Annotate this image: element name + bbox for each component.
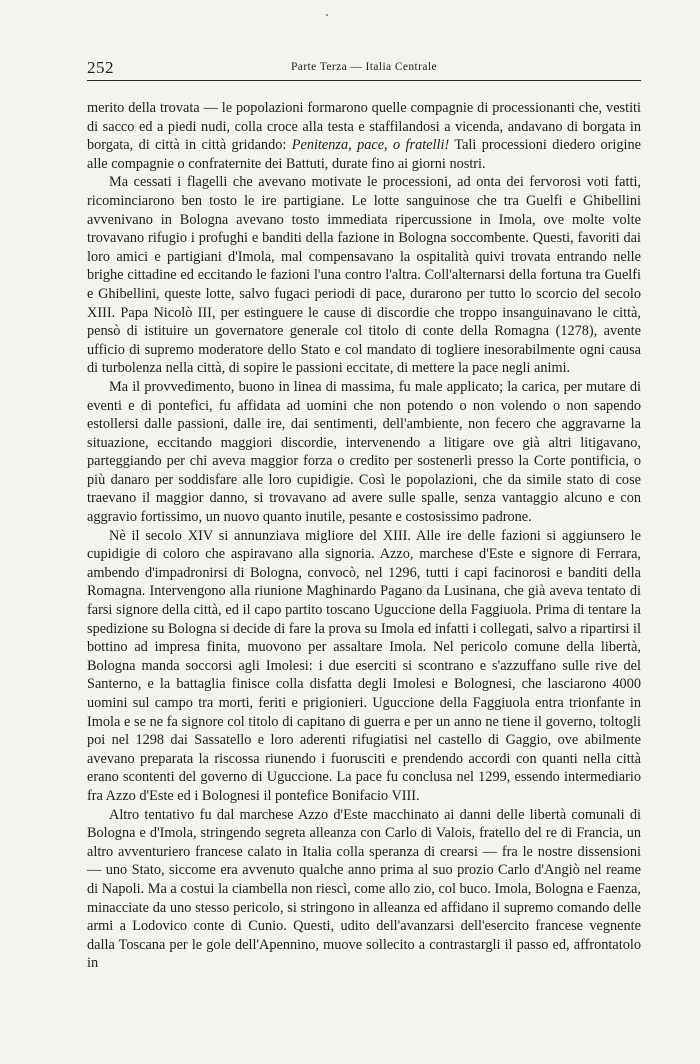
page-speck <box>326 14 328 16</box>
paragraph-1-text-start: merito della trovata — le popolazioni formarono quelle compagnie di processionanti che, vestiti di sacco ed a piedi nudi, colla croce alla testa e staffilandosi a vicenda, andavano di borgata in borgata, di città in città gridando: <box>87 100 641 154</box>
page-number: 252 <box>87 58 114 77</box>
book-page <box>87 56 641 973</box>
paragraph-1 <box>87 99 641 173</box>
page-header <box>87 56 641 81</box>
page-body <box>87 99 641 973</box>
paragraph-5: Altro tentativo fu dal marchese Azzo d'Este macchinato ai danni delle libertà comunali di Bologna e d'Imola, stringendo segreta alleanza con Carlo di Valois, fratello del re di Francia, un altro avventuriero francese calato in Italia colla speranza di crearsi — fra le nostre dissensioni — uno Stato, siccome era avvenuto qualche anno prima al suo prozio Carlo d'Angiò nel reame di Napoli. Ma a costui la ciambella non riescì, come allo zio, col buco. Imola, Bologna e Faenza, minacciate da uno stesso pericolo, si stringono in alleanza ed affidano il supremo comando delle armi a Lodovico conte di Cunio. Questi, udito dell'avanzarsi dell'esercito francese vegnente dalla Toscana per le gole dell'Apennino, muove sollecito a contrastargli il passo ed, affrontatolo in <box>87 806 641 972</box>
paragraph-4: Nè il secolo XIV si annunziava migliore del XIII. Alle ire delle fazioni si aggiunsero le cupidigie di coloro che aspiravano alla signoria. Azzo, marchese d'Este e signore di Ferrara, ambendo d'impadronirsi di Bologna, convocò, nel 1296, tutti i capi facinorosi e banditi della Romagna. Intervengono alla riunione Maghinardo Pagano da Lusinana, che già aveva tentato di farsi signore della città, ed il capo partito toscano Uguccione della Faggiuola. Prima di tentare la spedizione su Bologna si decide di fare la prova su Imola ed infatti i collegati, salvo a ripartirsi il bottino ad impresa finita, muovono per assaltare Imola. Nel pericolo comune della libertà, Bologna manda soccorsi agli Imolesi: i due eserciti si scontrano e s'azzuffano sulle rive del Santerno, e la battaglia finisce colla disfatta degli Imolesi e Bolognesi, che lasciarono 4000 uomini sul campo tra morti, feriti e prigionieri. Uguccione della Faggiuola entra trionfante in Imola e se ne fa signore col titolo di capitano di guerra e per un anno ne tiene il governo, toltogli poi nel 1298 dai Sassatello e loro aderenti rifugiatisi nel castello di Gaggio, ove abilmente avevano preparata la riscossa riunendo i fuorusciti e prendendo accordi con quanti nella città erano scontenti del governo di Uguccione. La pace fu conclusa nel 1299, essendo intermediario fra Azzo d'Este ed i Bolognesi il pontefice Bonifacio VIII. <box>87 527 641 804</box>
paragraph-1-italic-quote: Penitenza, pace, o fratelli! <box>291 137 450 154</box>
paragraph-1-text-end: Tali processioni diedero origine alle compagnie o confraternite dei Battuti, durate fino ai giorni nostri. <box>87 137 642 172</box>
paragraph-2: Ma cessati i flagelli che avevano motivate le processioni, ad onta dei fervorosi voti fatti, ricominciarono ben tosto le ire partigiane. Le lotte sanguinose che tra Guelfi e Ghibellini avvenivano in Bologna avevano tosto immediata ripercussione in Imola, ove molte volte trovavano rifugio i profughi e banditi della fazione in Bologna soccombente. Questi, favoriti dai loro amici e partigiani d'Imola, mal compensavano la ospitalità quivi trovata entrando nelle brighe cittadine ed eccitando le fazioni l'una contro l'altra. Coll'alternarsi della fortuna tra Guelfi e Ghibellini, queste lotte, salvo fugaci periodi di pace, durarono per tutto lo scorcio del secolo XIII. Papa Nicolò III, per estinguere le cause di discordie che troppo insanguinavano le città, pensò di istituire un governatore generale col titolo di conte della Romagna (1278), avente ufficio di supremo moderatore dello Stato e col mandato di togliere inesorabilmente ogni causa di turbolenza nella città, di sopire le passioni eccitate, di mettere la pace negli animi. <box>87 174 641 377</box>
running-title: Parte Terza — Italia Centrale <box>291 61 437 73</box>
paragraph-3: Ma il provvedimento, buono in linea di massima, fu male applicato; la carica, per mutare di eventi e di pontefici, fu affidata ad uomini che non potendo o non volendo o non sapendo estollersi dalle passioni, dalle ire, dai sentimenti, dell'ambiente, non fecero che aggravarne la situazione, eccitando maggiori discordie, intervenendo a litigare ove già altri litigavano, parteggiando per chi aveva maggior forza o credito per sostenerli presso la Corte pontificia, o più danaro per soddisfare alle loro cupidigie. Così le popolazioni, che da simile stato di cose traevano il maggior danno, si trovavano ad avere sulle spalle, senza vantaggio alcuno e con aggravio fortissimo, un nuovo quanto inutile, pesante e costosissimo padrone. <box>87 378 641 526</box>
